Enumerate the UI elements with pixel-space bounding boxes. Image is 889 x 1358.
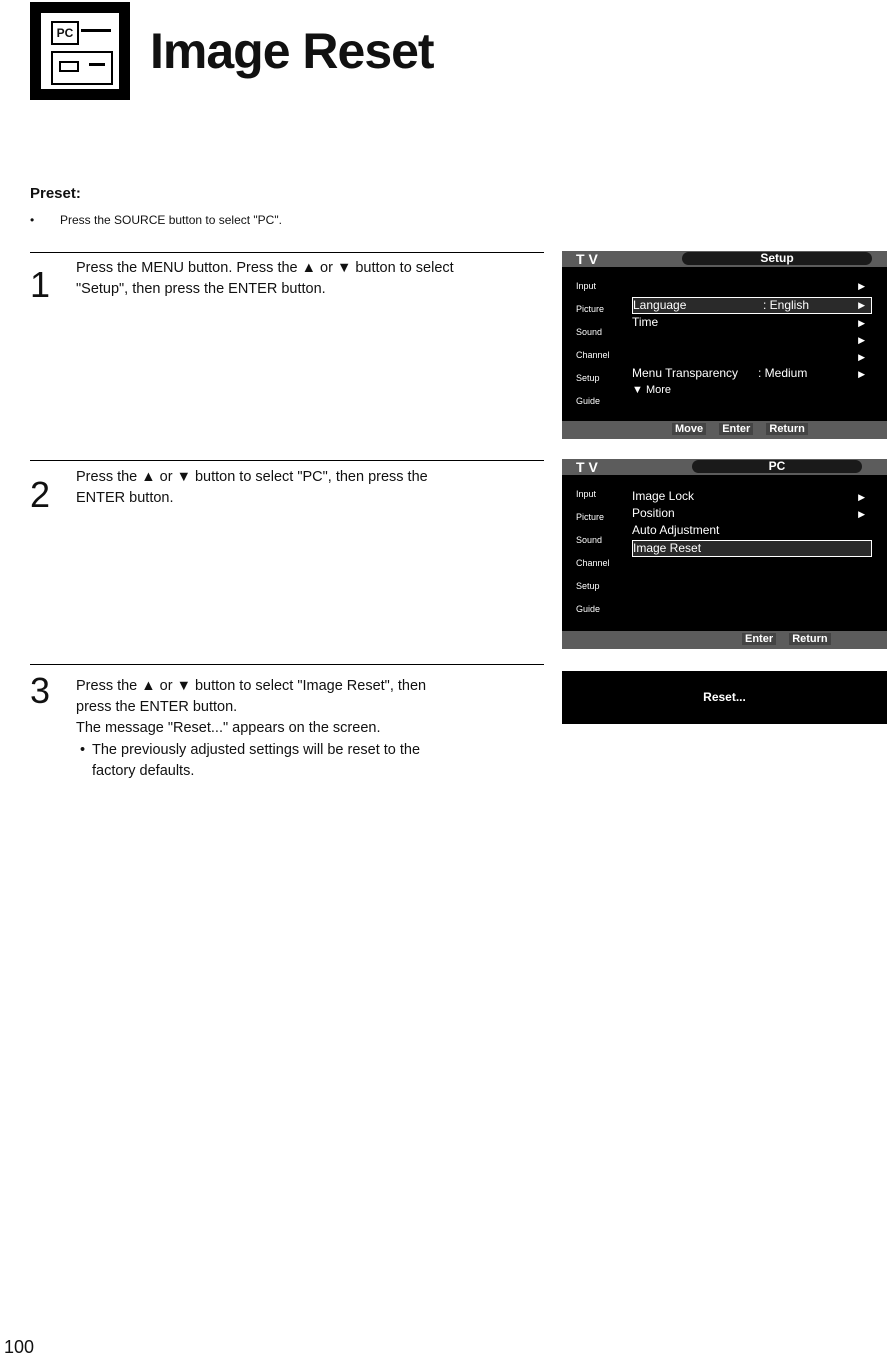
hint-enter: Enter	[742, 633, 776, 645]
step-number: 2	[30, 474, 51, 515]
arrow-right-icon: ▶	[858, 369, 865, 379]
menu-item-image-lock[interactable]: Image Lock	[632, 489, 695, 503]
hint-return: Return	[766, 423, 807, 435]
footer-hints	[672, 423, 818, 435]
arrow-right-icon: ▶	[858, 318, 865, 328]
hint-move: Move	[672, 423, 706, 435]
step-1-text	[76, 258, 556, 300]
hint-enter: Enter	[719, 423, 753, 435]
sidebar-item-sound[interactable]: Sound	[576, 327, 603, 337]
step-divider	[30, 664, 544, 665]
menu-item-language[interactable]	[632, 297, 872, 314]
sidebar	[566, 483, 626, 621]
step-line: ENTER button.	[76, 490, 174, 506]
tv-label: T V	[576, 251, 598, 267]
sidebar	[566, 275, 626, 413]
menu-item-menu-transparency[interactable]	[632, 366, 808, 380]
sidebar-item-guide[interactable]: Guide	[576, 604, 601, 614]
bullet-line: factory defaults.	[92, 763, 195, 779]
menu-item-value: : Medium	[758, 366, 808, 380]
menu-item-position[interactable]: Position	[632, 506, 675, 520]
menu-item-label: Menu Transparency	[632, 366, 739, 380]
pc-icon	[30, 2, 130, 100]
reset-message: Reset...	[703, 690, 746, 704]
step-divider	[30, 252, 544, 253]
menu-item-label: Language	[633, 298, 687, 312]
setup-menu-screen	[562, 251, 887, 439]
sidebar-item-picture[interactable]: Picture	[576, 304, 605, 314]
bullet-line: The previously adjusted settings will be reset to the	[92, 742, 421, 758]
sidebar-item-setup[interactable]: Setup	[576, 373, 600, 383]
page-title: Image Reset	[150, 23, 434, 79]
menu-item-value: : English	[763, 298, 810, 312]
menu-item-image-reset[interactable]: Image Reset	[632, 540, 872, 557]
footer-hints	[742, 633, 841, 645]
step-line: Press the ▲ or ▼ button to select "PC", then press the	[76, 469, 428, 485]
menu-item-time[interactable]: Time	[632, 315, 659, 329]
step-line: "Setup", then press the ENTER button.	[76, 281, 326, 297]
reset-message-screen	[562, 671, 887, 724]
menu-title: Setup	[682, 252, 872, 265]
step-3-bullet: • The previously adjusted settings will be reset to the factory defaults.	[80, 740, 540, 782]
sidebar-item-picture[interactable]: Picture	[576, 512, 605, 522]
page-number: 100	[4, 1337, 35, 1357]
sidebar-item-guide[interactable]: Guide	[576, 396, 601, 406]
preset-bullet: • Press the SOURCE button to select "PC".	[30, 213, 282, 227]
step-line: Press the MENU button. Press the ▲ or ▼ button to select	[76, 260, 454, 276]
sidebar-item-channel[interactable]: Channel	[576, 350, 610, 360]
step-3-text	[76, 676, 556, 739]
step-2-text	[76, 467, 556, 509]
pc-icon-label: PC	[51, 21, 79, 45]
step-line: press the ENTER button.	[76, 699, 238, 715]
preset-label: Preset:	[30, 185, 81, 202]
arrow-right-icon: ▶	[858, 352, 865, 362]
menu-item-auto-adjustment[interactable]: Auto Adjustment	[632, 523, 720, 537]
step-number: 3	[30, 670, 51, 711]
step-divider	[30, 460, 544, 461]
sidebar-item-setup[interactable]: Setup	[576, 581, 600, 591]
preset-bullet-text: Press the SOURCE button to select "PC".	[60, 213, 282, 227]
hint-return: Return	[789, 633, 830, 645]
arrow-right-icon: ▶	[858, 509, 865, 519]
arrow-right-icon: ▶	[858, 335, 865, 345]
tv-label: T V	[576, 459, 598, 475]
step-number: 1	[30, 264, 51, 305]
step-line: The message "Reset..." appears on the screen.	[76, 720, 381, 736]
pc-menu-screen	[562, 459, 887, 649]
arrow-right-icon: ▶	[858, 492, 865, 502]
arrow-right-icon: ▶	[858, 300, 865, 310]
step-line: Press the ▲ or ▼ button to select "Image Reset", then	[76, 678, 427, 694]
sidebar-item-channel[interactable]: Channel	[576, 558, 610, 568]
sidebar-item-input[interactable]: Input	[576, 281, 597, 291]
arrow-right-icon: ▶	[858, 281, 865, 291]
menu-item-more[interactable]: ▼ More	[632, 384, 672, 396]
sidebar-item-sound[interactable]: Sound	[576, 535, 603, 545]
sidebar-item-input[interactable]: Input	[576, 489, 597, 499]
menu-title: PC	[692, 460, 862, 473]
